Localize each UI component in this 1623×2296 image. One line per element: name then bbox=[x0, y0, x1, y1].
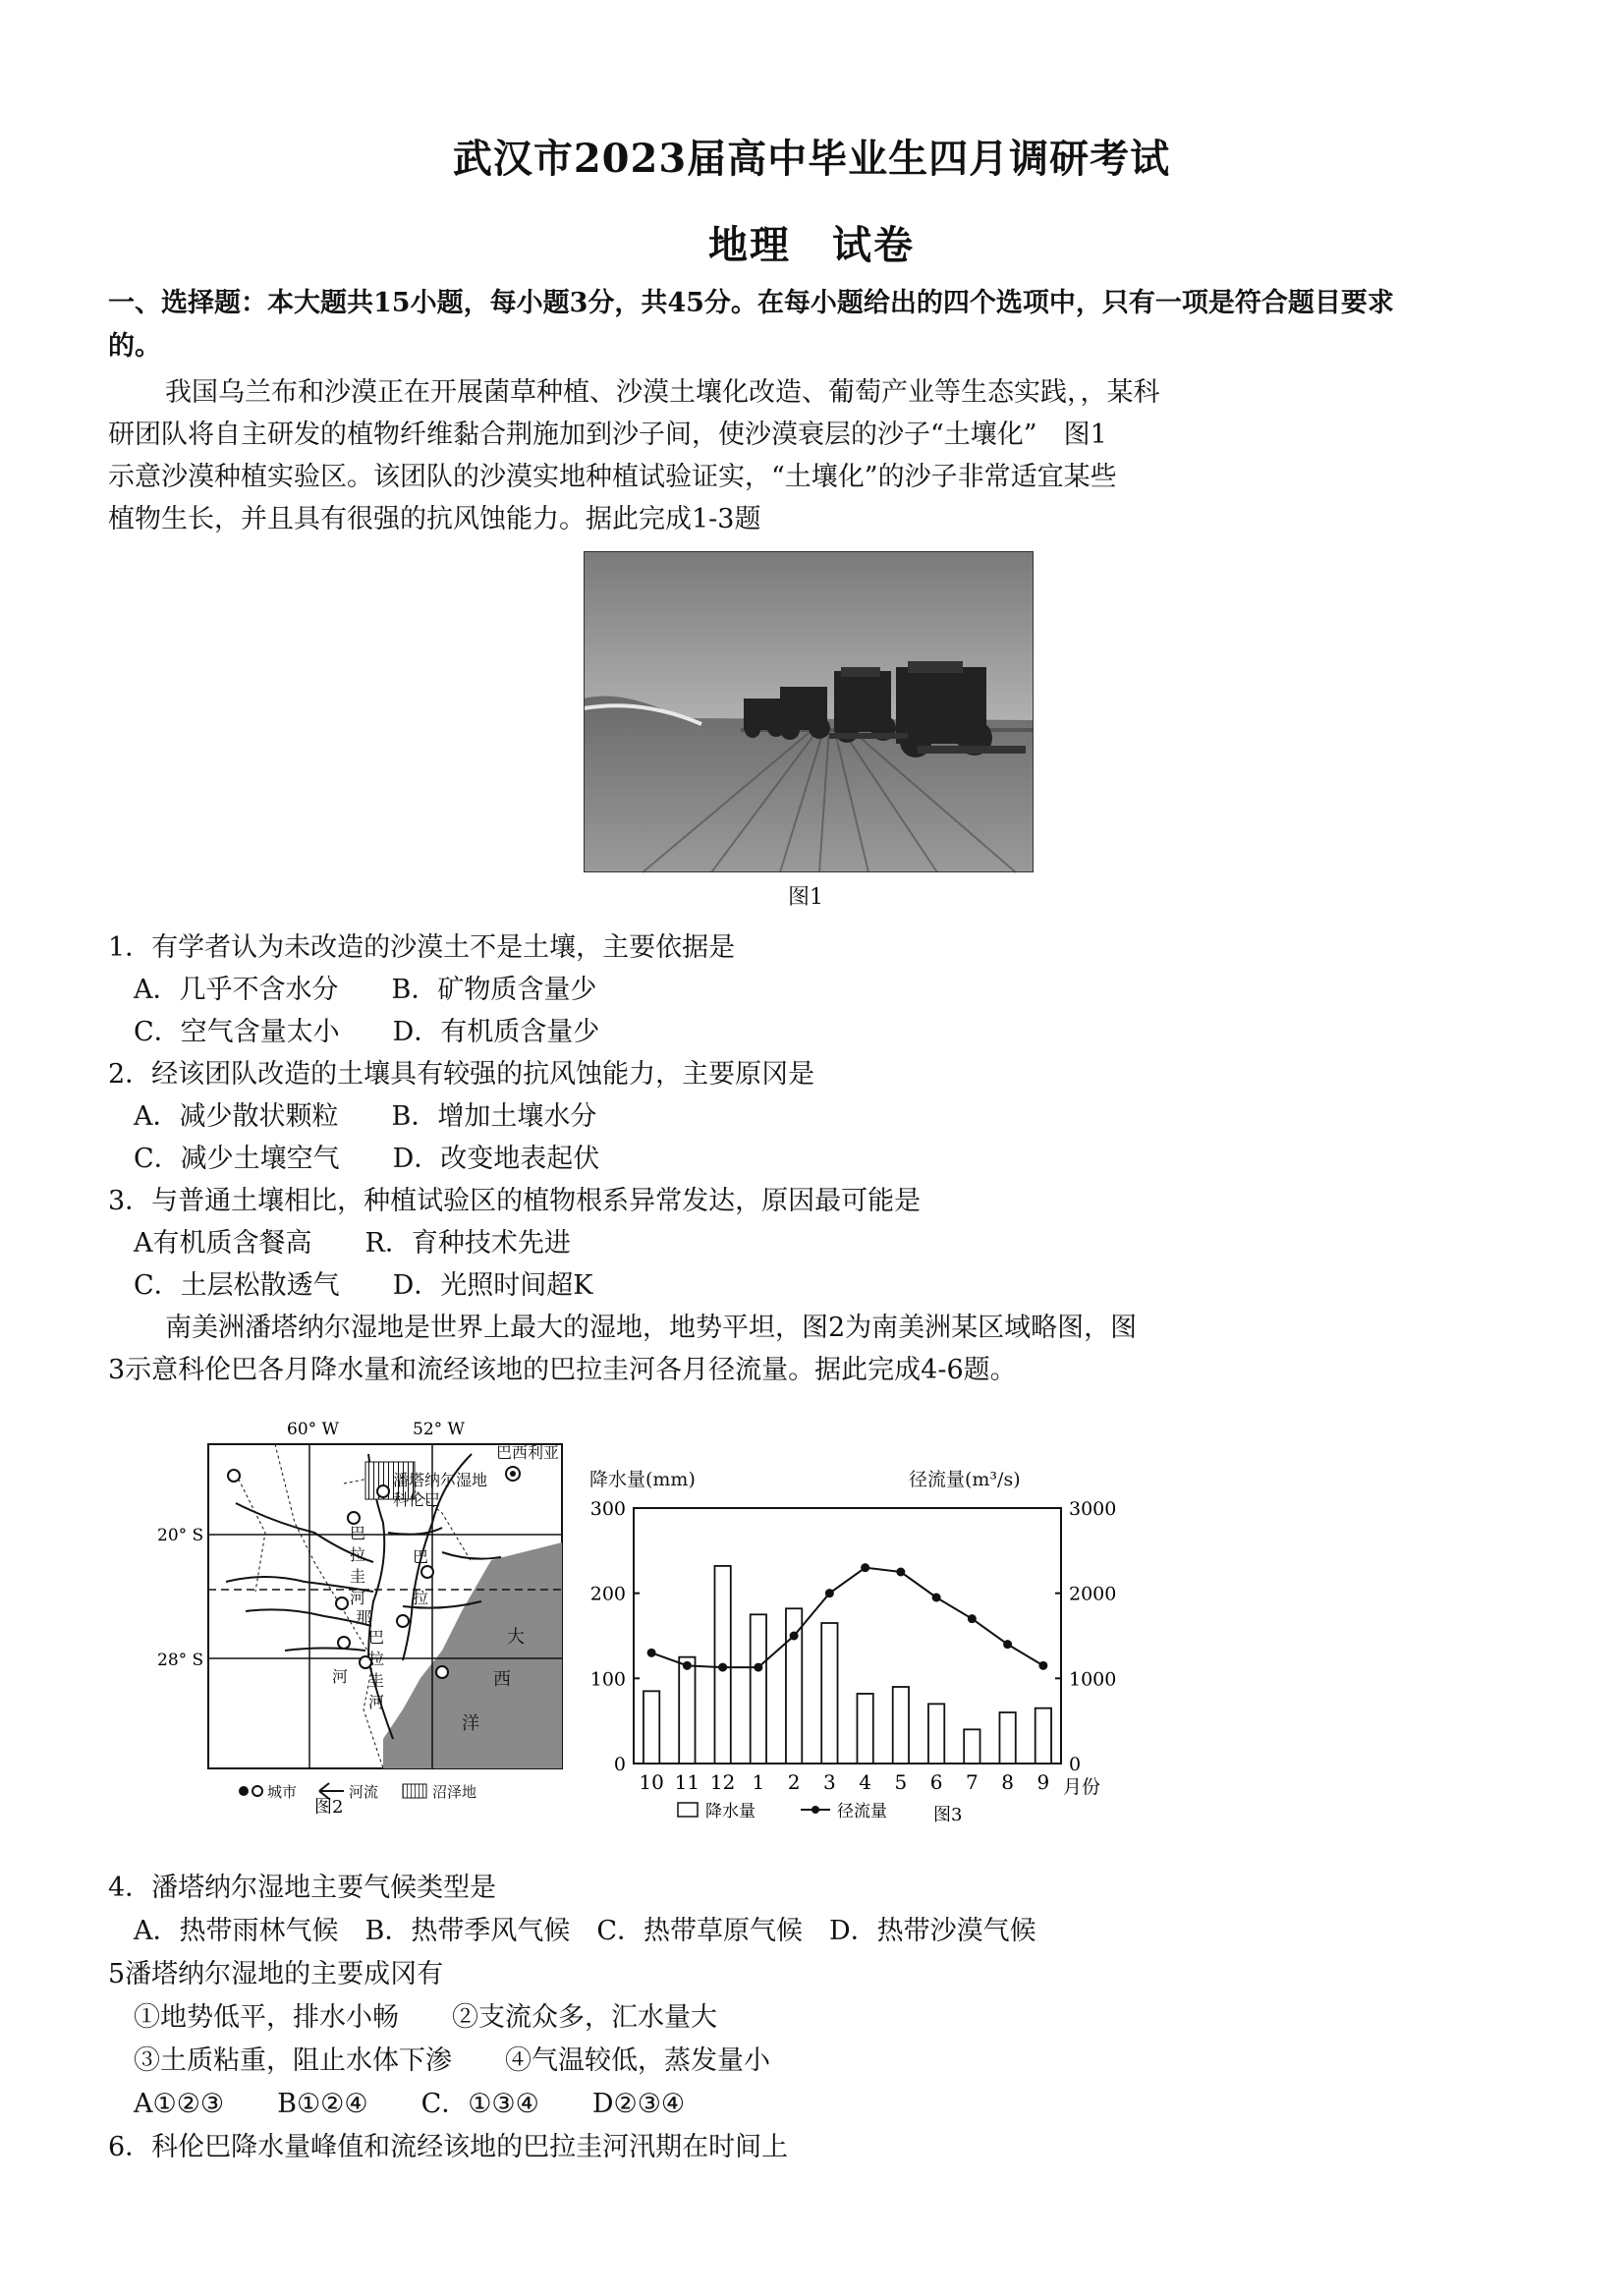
x-tick-label: 1 bbox=[752, 1770, 765, 1794]
precip-bar bbox=[751, 1614, 766, 1764]
precip-bar bbox=[857, 1694, 872, 1764]
x-tick-label: 3 bbox=[823, 1770, 836, 1794]
y-left-tick-label: 200 bbox=[589, 1583, 626, 1605]
precip-bar bbox=[893, 1687, 909, 1764]
river-label-char: 圭 bbox=[350, 1567, 366, 1586]
lat-label: 20° S bbox=[157, 1526, 204, 1545]
fig2-caption: 图2 bbox=[314, 1797, 344, 1818]
x-tick-label: 5 bbox=[894, 1770, 908, 1794]
river-label-char: 巴 bbox=[350, 1524, 366, 1542]
river-label-char: 河 bbox=[368, 1693, 385, 1711]
x-tick-label: 12 bbox=[709, 1770, 736, 1794]
precip-bar bbox=[964, 1729, 979, 1764]
question-stem: 6．科伦巴降水量峰值和流经该地的巴拉圭河汛期在时间上 bbox=[108, 2132, 789, 2162]
runoff-point bbox=[825, 1589, 834, 1597]
river-label-char: 圭 bbox=[368, 1671, 385, 1690]
runoff-point bbox=[790, 1632, 799, 1641]
precip-bar bbox=[999, 1712, 1015, 1764]
precip-bar bbox=[1035, 1708, 1051, 1764]
runoff-point bbox=[1038, 1661, 1047, 1670]
y-right-label: 径流量(m³/s) bbox=[909, 1469, 1021, 1490]
question-statement: ①地势低平，排水小畅 ②支流众多，汇水量大 bbox=[134, 2002, 717, 2033]
x-tick-label: 8 bbox=[1001, 1770, 1014, 1794]
y-right-tick-label: 3000 bbox=[1069, 1498, 1117, 1520]
question-stem: 5潘塔纳尔湿地的主要成冈有 bbox=[108, 1959, 444, 1989]
question-options: A．热带雨林气候 B．热带季风气候 C．热带草原气候 D．热带沙漠气候 bbox=[134, 1916, 1036, 1946]
question-stem: 1．有学者认为未改造的沙漠土不是土壤，主要依据是 bbox=[108, 932, 736, 963]
exam-title: 武汉市2023届高中毕业生四月调研考试 bbox=[452, 136, 1171, 182]
passage1-line: 植物生长，并且具有很强的抗风蚀能力。据此完成1-3题 bbox=[108, 504, 761, 534]
runoff-point bbox=[718, 1663, 727, 1672]
section-heading-cont: 的。 bbox=[108, 331, 161, 362]
wetland-label: 潘塔纳尔湿地 bbox=[393, 1471, 488, 1489]
legend-swamp: 沼泽地 bbox=[432, 1783, 477, 1801]
passage1-line: 示意沙漠种植实验区。该团队的沙漠实地种植试验证实，“土壤化”的沙子非常适宜某些 bbox=[108, 462, 1117, 492]
swamp-legend-icon bbox=[403, 1784, 426, 1798]
question-stem: 3．与普通土壤相比，种植试验区的植物根系异常发达，原因最可能是 bbox=[108, 1186, 922, 1216]
y-left-tick-label: 300 bbox=[589, 1498, 626, 1520]
y-right-tick-label: 0 bbox=[1069, 1754, 1082, 1775]
river-label-char: 巴 bbox=[413, 1547, 429, 1566]
legend-city: 城市 bbox=[267, 1783, 298, 1801]
fig2-map bbox=[147, 1415, 570, 1818]
runoff-point bbox=[861, 1563, 869, 1572]
question-statement: ③土质粘重，阻止水体下渗 ④气温较低，蒸发量小 bbox=[134, 2045, 770, 2076]
precip-bar bbox=[821, 1623, 837, 1764]
precip-bar bbox=[928, 1704, 944, 1764]
river-label-char: 拉 bbox=[368, 1650, 385, 1668]
runoff-point bbox=[1003, 1640, 1012, 1649]
legend-bar-swatch bbox=[678, 1803, 698, 1817]
question-options: C．土层松散透气 D．光照时间超K bbox=[134, 1270, 593, 1301]
fig3-chart bbox=[580, 1454, 1117, 1827]
runoff-point bbox=[968, 1614, 977, 1623]
lon-label: 52° W bbox=[413, 1420, 466, 1439]
section-heading: 一、选择题：本大题共15小题，每小题3分，共45分。在每小题给出的四个选项中，只有一项是符合题目要求 bbox=[108, 288, 1394, 318]
question-stem: 4．潘塔纳尔湿地主要气候类型是 bbox=[108, 1873, 497, 1903]
river-label-char: 巴 bbox=[368, 1628, 385, 1647]
question-options: A．减少散状颗粒 B．增加土壤水分 bbox=[134, 1101, 597, 1132]
runoff-point bbox=[932, 1594, 941, 1602]
passage1-line: 我国乌兰布和沙漠正在开展菌草种植、沙漠土壤化改造、葡萄产业等生态实践，，某科 bbox=[165, 377, 1160, 408]
x-axis-label: 月份 bbox=[1063, 1776, 1101, 1798]
precip-bar bbox=[679, 1657, 695, 1764]
x-tick-label: 11 bbox=[674, 1770, 700, 1794]
runoff-point bbox=[754, 1663, 762, 1672]
ocean-label-char: 大 bbox=[507, 1627, 525, 1648]
lon-label: 60° W bbox=[287, 1420, 340, 1439]
legend-runoff: 径流量 bbox=[837, 1802, 887, 1821]
map-legend bbox=[239, 1783, 476, 1801]
river-label-char: 河 bbox=[350, 1589, 366, 1607]
x-tick-label: 2 bbox=[787, 1770, 801, 1794]
question-options: C．减少土壤空气 D．改变地表起伏 bbox=[134, 1144, 600, 1174]
river-label-char: 拉 bbox=[350, 1545, 366, 1564]
question-stem: 2．经该团队改造的土壤具有较强的抗风蚀能力，主要原冈是 bbox=[108, 1059, 815, 1090]
y-right-tick-label: 1000 bbox=[1069, 1668, 1117, 1691]
legend-precip: 降水量 bbox=[705, 1802, 756, 1821]
ocean-label-char: 西 bbox=[493, 1669, 511, 1690]
runoff-point bbox=[896, 1568, 905, 1577]
question-options: C．空气含量太小 D．有机质含量少 bbox=[134, 1017, 600, 1047]
legend-river: 河流 bbox=[349, 1783, 379, 1801]
legend-line-dot bbox=[812, 1806, 819, 1814]
capital-label: 巴西利亚 bbox=[496, 1443, 560, 1462]
x-tick-label: 10 bbox=[639, 1770, 664, 1794]
y-left-tick-label: 0 bbox=[613, 1754, 626, 1775]
x-tick-label: 9 bbox=[1036, 1770, 1050, 1794]
fig1-photo bbox=[584, 551, 1034, 872]
passage2-line: 3示意科伦巴各月降水量和流经该地的巴拉圭河各月径流量。据此完成4-6题。 bbox=[108, 1355, 1017, 1385]
runoff-point bbox=[647, 1649, 656, 1657]
river-label-char: 那 bbox=[356, 1608, 372, 1627]
question-options: A有机质含餐高 R．育种技术先进 bbox=[134, 1228, 571, 1259]
passage2-line: 南美洲潘塔纳尔湿地是世界上最大的湿地，地势平坦，图2为南美洲某区域略图，图 bbox=[165, 1313, 1138, 1343]
city-label: 科伦巴 bbox=[393, 1490, 441, 1509]
precip-bar bbox=[644, 1691, 659, 1764]
river-label-char: 河 bbox=[332, 1667, 349, 1686]
question-options: A①②③ B①②④ C．①③④ D②③④ bbox=[134, 2089, 686, 2119]
ocean-label-char: 洋 bbox=[462, 1713, 479, 1734]
exam-subtitle: 地理 试卷 bbox=[708, 222, 915, 268]
runoff-line bbox=[651, 1568, 1043, 1667]
runoff-point bbox=[683, 1661, 692, 1670]
y-right-tick-label: 2000 bbox=[1069, 1583, 1117, 1605]
y-left-label: 降水量(mm) bbox=[589, 1469, 696, 1490]
x-tick-label: 4 bbox=[859, 1770, 871, 1794]
lat-label: 28° S bbox=[157, 1651, 204, 1670]
passage1-line: 研团队将自主研发的植物纤维黏合荆施加到沙子间，使沙漠衰层的沙子“土壤化” 图1 bbox=[108, 420, 1107, 450]
question-options: A．几乎不含水分 B．矿物质含量少 bbox=[134, 975, 597, 1005]
fig1-caption: 图1 bbox=[788, 885, 823, 910]
y-left-tick-label: 100 bbox=[589, 1668, 626, 1691]
x-tick-label: 6 bbox=[929, 1770, 943, 1794]
river-label-char: 拉 bbox=[413, 1589, 429, 1607]
x-tick-label: 7 bbox=[966, 1770, 979, 1794]
fig3-caption: 图3 bbox=[933, 1805, 963, 1825]
